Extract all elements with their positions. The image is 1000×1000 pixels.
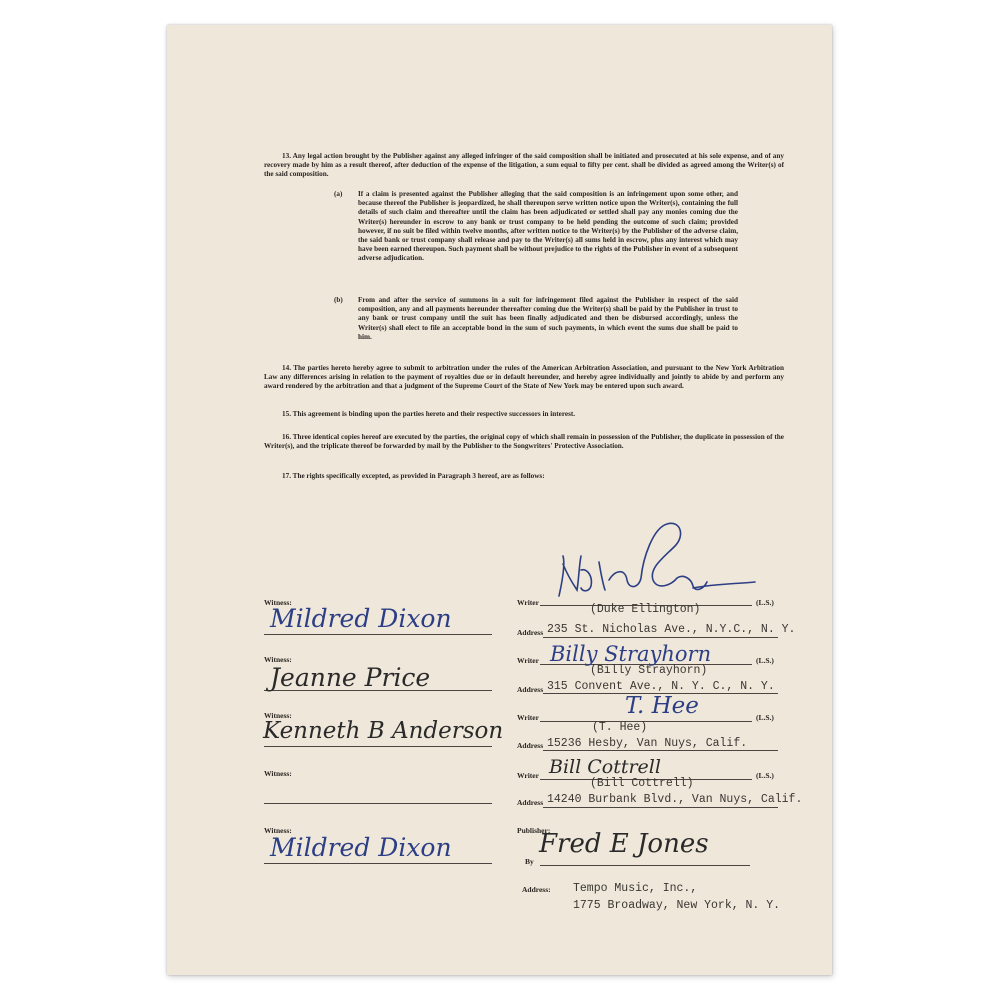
address-label-1: Address [517,628,544,637]
address-label-3: Address [517,741,544,750]
witness-label-3: Witness: [264,711,292,720]
writer-signature-3: T. Hee [625,693,699,719]
witness-line-3 [264,746,492,747]
paragraph-14-text: 14. The parties hereto hereby agree to submit to arbitration under the rules of the American Arbitration Association, and pursuant to the New York Arbitration Law any differences arising in relation to the payment of royalties due or in default hereunder, and hereby agree individually and jointly to abide by and perform any award rendered by the arbitration and that a judgment of the Supreme Court of the State of New York may be entered upon such award. [264,364,784,391]
writer-label-3: Writer [517,713,539,722]
paragraph-13b [334,296,738,342]
paragraph-14 [264,364,784,392]
witness-label-4: Witness: [264,769,292,778]
address-line-3 [543,750,778,751]
writer-typed-name-4: (Bill Cottrell) [590,777,694,790]
witness-signature-5: Mildred Dixon [270,833,452,862]
paragraph-13a-label: (a) [334,190,343,198]
paragraph-13a-text: If a claim is presented against the Publisher alleging that the said composition is an infringement upon some other, and because thereof the Publisher is jeopardized, he shall thereupon serve written notice upon the Writer(s), containing the full details of such claim and thereafter until the claim has been adjudicated or settled shall pay any monies coming due the Writer(s) hereunder in escrow to any bank or trust company to be held pending the outcome of such claim; provided however, if no suit be filed within twelve months, after written notice to the Writer(s) by the Publisher of the adverse claim, the said bank or trust company shall release and pay to the Writer(s) all sums held in escrow, plus any interest which may have been earned thereupon. Such payment shall be without prejudice to the rights of the Publisher in event of a subsequent adverse adjudication. [358,190,738,263]
ls-label-2: (L.S.) [756,656,774,665]
publisher-signature: Fred E Jones [539,829,709,859]
witness-label-2: Witness: [264,655,292,664]
publisher-address-line-2: 1775 Broadway, New York, N. Y. [573,899,781,912]
writer-label-4: Writer [517,771,539,780]
paragraph-17: 17. The rights specifically excepted, as provided in Paragraph 3 hereof, are as follows: [282,472,545,480]
paragraph-13b-label: (b) [334,296,343,304]
publisher-signature-line [540,865,750,866]
address-line-1 [543,637,778,638]
witness-line-1 [264,634,492,635]
writer-label-1: Writer [517,598,539,607]
contract-page [167,25,832,975]
ls-label-3: (L.S.) [756,713,774,722]
publisher-address-line-1: Tempo Music, Inc., [573,882,698,895]
witness-line-4 [264,803,492,804]
witness-label-1: Witness: [264,598,292,607]
ls-label-4: (L.S.) [756,771,774,780]
writer-address-2: 315 Convent Ave., N. Y. C., N. Y. [547,680,775,693]
by-label: By [525,857,534,866]
writer-address-4: 14240 Burbank Blvd., Van Nuys, Calif. [547,793,803,806]
witness-signature-1: Mildred Dixon [270,604,452,633]
witness-line-5 [264,863,492,864]
paragraph-16 [264,433,784,451]
address-label-2: Address [517,685,544,694]
writer-address-1: 235 St. Nicholas Ave., N.Y.C., N. Y. [547,623,796,636]
paragraph-16-text: 16. Three identical copies hereof are executed by the parties, the original copy of which shall remain in possession of the Publisher, the duplicate in possession of the Writer(s), and the triplicate thereof be forwarded by mail by the Publisher to the Songwriters' Protective Association. [264,433,784,451]
writer-typed-name-3: (T. Hee) [592,721,648,734]
witness-signature-2: Jeanne Price [270,663,431,692]
ls-label-1: (L.S.) [756,598,774,607]
publisher-label: Publisher: [517,826,551,835]
writer-address-3: 15236 Hesby, Van Nuys, Calif. [547,737,748,750]
paragraph-13 [264,152,784,180]
writer-signature-4: Bill Cottrell [549,756,661,778]
address-line-4 [543,807,778,808]
writer-signature-2: Billy Strayhorn [550,642,712,666]
writer-typed-name-1: (Duke Ellington) [590,603,701,616]
witness-signature-3: Kenneth B Anderson [263,718,504,744]
witness-label-5: Witness: [264,826,292,835]
address-label-4: Address [517,798,544,807]
paragraph-15: 15. This agreement is binding upon the parties hereto and their respective successors in interest. [282,410,576,418]
paragraph-13a [334,190,738,264]
writer-label-2: Writer [517,656,539,665]
duke-ellington-signature-image [543,518,763,608]
publisher-address-label: Address: [522,885,551,894]
paragraph-13-text: 13. Any legal action brought by the Publisher against any alleged infringer of the said composition shall be initiated and prosecuted at his sole expense, and of any recovery made by him as a result thereof, after deduction of the expense of the litigation, a sum equal to fifty per cent. shall be divided as agreed among the Writer(s) of the said composition. [264,152,784,179]
writer-typed-name-2: (Billy Strayhorn) [590,664,708,677]
paragraph-13b-text: From and after the service of summons in a suit for infringement filed against the Publisher in respect of the said composition, any and all payments hereunder thereafter coming due the Writer(s) shall be paid by the Publisher in trust to any bank or trust company until the suit has been finally adjudicated and then be disbursed accordingly, unless the Writer(s) shall elect to file an acceptable bond in the sum of such payments, in which event the sums due shall be paid to him. [358,296,738,341]
